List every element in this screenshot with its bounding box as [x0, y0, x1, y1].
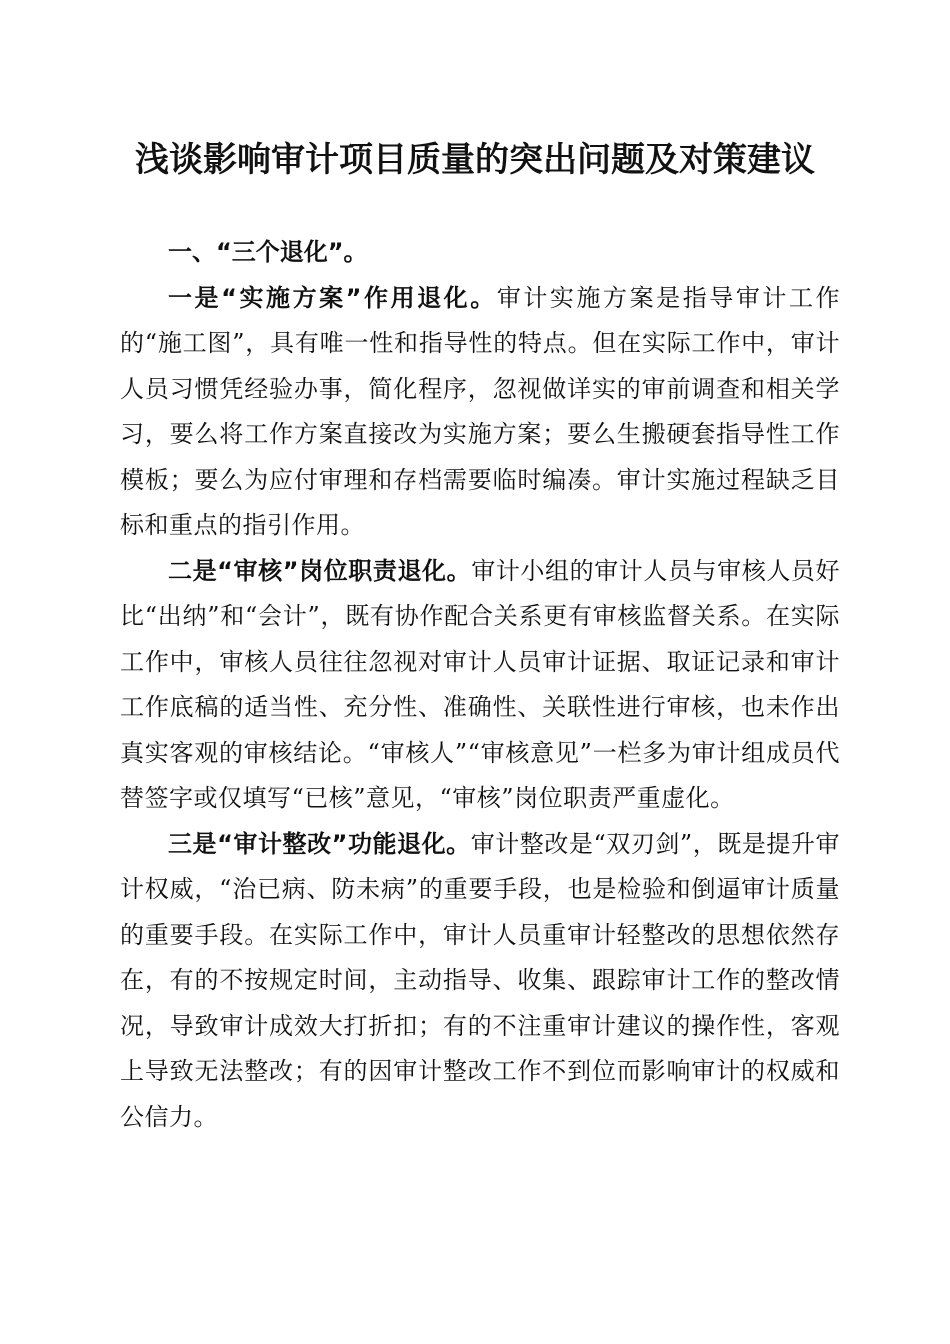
- paragraph-1-text: 审计实施方案是指导审计工作的“施工图”，具有唯一性和指导性的特点。但在实际工作中，审计人员习惯凭经验办事，简化程序，忽视做详实的审前调查和相关学习，要么将工作方案直接改为实施方案；要么生搬硬套指导性工作模板；要么为应付审理和存档需要临时编凑。审计实施过程缺乏目标和重点的指引作用。: [120, 283, 841, 539]
- paragraph-1-lead: 一是“实施方案”作用退化。: [168, 283, 497, 312]
- document-body: [120, 230, 840, 1140]
- paragraph-3-lead: 三是“审计整改”功能退化。: [168, 829, 471, 858]
- paragraph-3-text: 审计整改是“双刃剑”，既是提升审计权威，“治已病、防未病”的重要手段，也是检验和倒逼审计质量的重要手段。在实际工作中，审计人员重审计轻整改的思想依然存在，有的不按规定时间，主动指导、收集、跟踪审计工作的整改情况，导致审计成效大打折扣；有的不注重审计建议的操作性，客观上导致无法整改；有的因审计整改工作不到位而影响审计的权威和公信力。: [120, 829, 840, 1131]
- paragraph-2-text: 审计小组的审计人员与审核人员好比“出纳”和“会计”，既有协作配合关系更有审核监督关系。在实际工作中，审核人员往往忽视对审计人员审计证据、取证记录和审计工作底稿的适当性、充分性、准确性、关联性进行审核，也未作出真实客观的审核结论。“审核人”“审核意见”一栏多为审计组成员代替签字或仅填写“已核”意见，“审核”岗位职责严重虚化。: [120, 556, 841, 812]
- paragraph-3: [120, 822, 840, 1141]
- paragraph-2: [120, 549, 840, 822]
- paragraph-2-lead: 二是“审核”岗位职责退化。: [168, 556, 472, 585]
- paragraph-1: [120, 276, 840, 549]
- section-heading: 一、“三个退化”。: [168, 238, 368, 266]
- document-title: 浅谈影响审计项目质量的突出问题及对策建议: [135, 140, 815, 180]
